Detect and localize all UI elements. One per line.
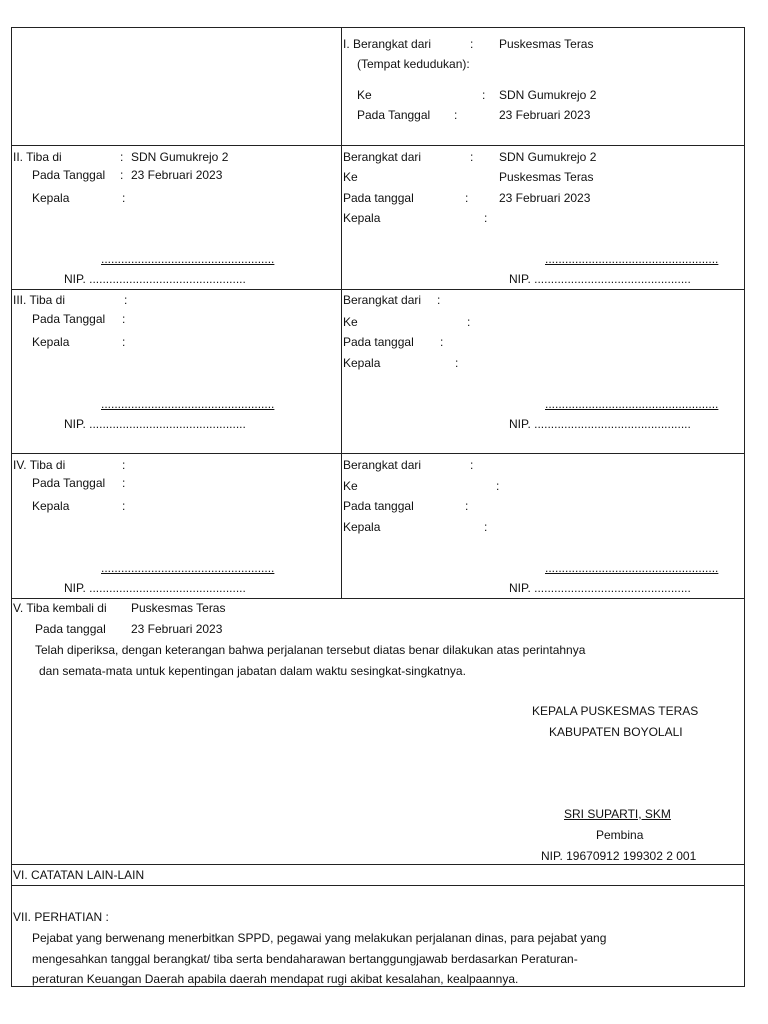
- tanggal-label: Pada tanggal: [343, 335, 414, 349]
- kepala-label: Kepala: [343, 356, 381, 370]
- kepala-label: Kepala: [32, 499, 70, 513]
- pada-tanggal-label: Pada Tanggal: [32, 168, 106, 182]
- nip-line: NIP. ...............................................: [64, 272, 246, 286]
- colon: :: [437, 293, 441, 307]
- signature-line: ....................................................: [545, 397, 719, 411]
- kepala-label: Kepala: [343, 520, 381, 534]
- row-divider-6: [12, 885, 744, 886]
- signature-line: ....................................................: [101, 397, 275, 411]
- ke-value: Puskesmas Teras: [499, 170, 594, 184]
- colon: :: [122, 499, 126, 513]
- berangkat-label: Berangkat dari: [343, 150, 422, 164]
- signature-line: ....................................................: [545, 561, 719, 575]
- signature-line: ....................................................: [101, 252, 275, 266]
- signer-name: SRI SUPARTI, SKM: [564, 807, 671, 821]
- colon: :: [467, 315, 471, 329]
- nip-line: NIP. ...............................................: [64, 417, 246, 431]
- tanggal-value: 23 Februari 2023: [131, 622, 223, 636]
- kepala-label: Kepala: [32, 191, 70, 205]
- tanggal-value: 23 Februari 2023: [499, 191, 591, 205]
- ke-label: Ke: [343, 170, 358, 184]
- colon: :: [120, 150, 124, 164]
- statement-line-1: Telah diperiksa, dengan keterangan bahwa perjalanan tersebut diatas benar dilakukan atas perintahnya: [35, 643, 586, 657]
- kepala-label: Kepala: [343, 211, 381, 225]
- colon: :: [470, 150, 474, 164]
- tanggal-label: Pada tanggal: [343, 191, 414, 205]
- colon: :: [120, 168, 124, 182]
- colon: :: [122, 458, 126, 472]
- colon: :: [122, 312, 126, 326]
- colon: :: [440, 335, 444, 349]
- colon: :: [455, 356, 459, 370]
- tanggal-label: Pada tanggal: [343, 499, 414, 513]
- tanggal-value: 23 Februari 2023: [499, 108, 591, 122]
- pada-tanggal-label: Pada Tanggal: [32, 312, 106, 326]
- colon: :: [470, 37, 474, 51]
- colon: :: [484, 211, 488, 225]
- row-divider-3: [12, 453, 744, 454]
- row-divider-4: [12, 598, 744, 599]
- colon: :: [454, 108, 458, 122]
- tanggal-label: Pada Tanggal: [357, 108, 431, 122]
- tiba-kembali-label: V. Tiba kembali di: [13, 601, 107, 615]
- catatan-label: VI. CATATAN LAIN-LAIN: [13, 868, 145, 882]
- tanggal-label: Pada tanggal: [35, 622, 106, 636]
- row-divider-5: [12, 864, 744, 865]
- berangkat-value: SDN Gumukrejo 2: [499, 150, 597, 164]
- ke-label: Ke: [357, 88, 372, 102]
- colon: :: [122, 191, 126, 205]
- colon: :: [122, 476, 126, 490]
- colon: :: [122, 335, 126, 349]
- pada-tanggal-label: Pada Tanggal: [32, 476, 106, 490]
- colon: :: [482, 88, 486, 102]
- kepala-label: Kepala: [32, 335, 70, 349]
- berangkat-value: Puskesmas Teras: [499, 37, 594, 51]
- column-divider: [341, 28, 342, 598]
- sppd-back-page-form: [11, 27, 745, 987]
- perhatian-label: VII. PERHATIAN :: [13, 910, 109, 924]
- berangkat-label: I. Berangkat dari: [343, 37, 432, 51]
- colon: :: [496, 479, 500, 493]
- pada-tanggal-value: 23 Februari 2023: [131, 168, 223, 182]
- row-divider-1: [12, 145, 744, 146]
- row-divider-2: [12, 289, 744, 290]
- signature-line: ....................................................: [545, 252, 719, 266]
- signature-line: ....................................................: [101, 561, 275, 575]
- signer-rank: Pembina: [596, 828, 644, 842]
- signer-nip: NIP. 19670912 199302 2 001: [541, 849, 697, 863]
- nip-line: NIP. ...............................................: [509, 581, 691, 595]
- statement-line-2: dan semata-mata untuk kepentingan jabatan dalam waktu sesingkat-singkatnya.: [39, 664, 466, 678]
- tiba-value: SDN Gumukrejo 2: [131, 150, 229, 164]
- tempat-kedudukan-label: (Tempat kedudukan):: [357, 57, 470, 71]
- perhatian-line-1: Pejabat yang berwenang menerbitkan SPPD, pegawai yang melakukan perjalanan dinas, para pejabat yang: [32, 931, 607, 945]
- colon: :: [124, 293, 128, 307]
- colon: :: [484, 520, 488, 534]
- perhatian-line-2: mengesahkan tanggal berangkat/ tiba serta bendaharawan bertanggungjawab berdasarkan Peraturan-: [32, 952, 578, 966]
- ke-label: Ke: [343, 479, 358, 493]
- ke-label: Ke: [343, 315, 358, 329]
- nip-line: NIP. ...............................................: [509, 272, 691, 286]
- office-title-line-1: KEPALA PUSKESMAS TERAS: [532, 704, 699, 718]
- tiba-label: II. Tiba di: [13, 150, 62, 164]
- tiba-label: IV. Tiba di: [13, 458, 66, 472]
- office-title-line-2: KABUPATEN BOYOLALI: [549, 725, 683, 739]
- tiba-kembali-value: Puskesmas Teras: [131, 601, 226, 615]
- tiba-label: III. Tiba di: [13, 293, 66, 307]
- colon: :: [465, 499, 469, 513]
- colon: :: [470, 458, 474, 472]
- nip-line: NIP. ...............................................: [64, 581, 246, 595]
- nip-line: NIP. ...............................................: [509, 417, 691, 431]
- berangkat-label: Berangkat dari: [343, 458, 422, 472]
- perhatian-line-3: peraturan Keuangan Daerah apabila daerah mendapat rugi akibat kesalahan, kealpaannya.: [32, 972, 519, 986]
- colon: :: [465, 191, 469, 205]
- berangkat-label: Berangkat dari: [343, 293, 422, 307]
- ke-value: SDN Gumukrejo 2: [499, 88, 597, 102]
